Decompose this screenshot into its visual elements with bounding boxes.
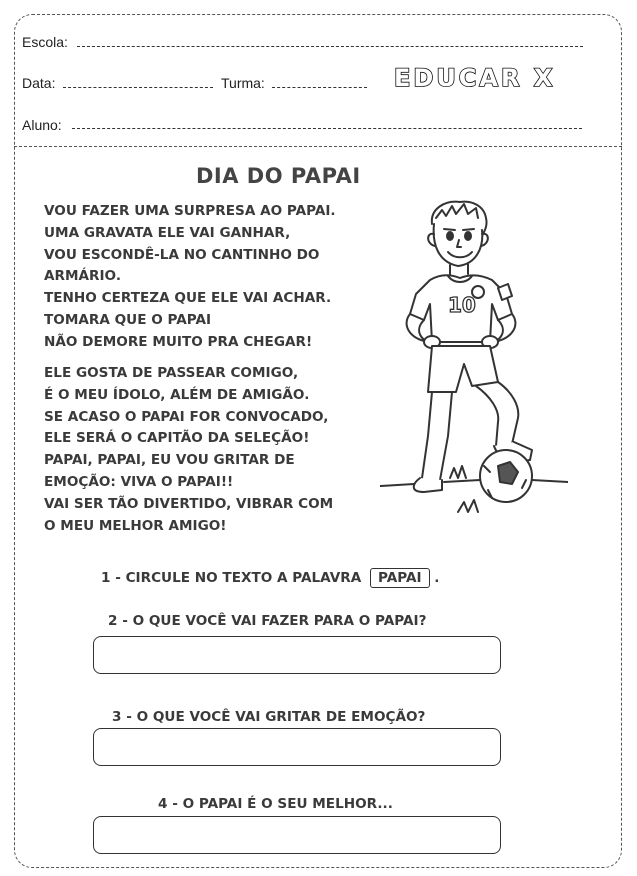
poem-line: TENHO CERTEZA QUE ELE VAI ACHAR. bbox=[44, 290, 332, 307]
poem-line: TOMARA QUE O PAPAI bbox=[44, 311, 212, 328]
poem-line: NÃO DEMORE MUITO PRA CHEGAR! bbox=[44, 333, 313, 350]
poem-line: ELE SERÁ O CAPITÃO DA SELEÇÃO! bbox=[44, 430, 310, 447]
brand-logo: EDUCAR X bbox=[394, 64, 556, 92]
answer-box-4[interactable] bbox=[93, 816, 501, 854]
papai-word-box: PAPAI bbox=[370, 568, 430, 588]
poem-line: PAPAI, PAPAI, EU VOU GRITAR DE bbox=[44, 452, 295, 469]
question-1-end: . bbox=[434, 570, 440, 586]
poem-line: É O MEU ÍDOLO, ALÉM DE AMIGÃO. bbox=[44, 386, 310, 403]
question-3: 3 - O QUE VOCÊ VAI GRITAR DE EMOÇÃO? bbox=[112, 709, 426, 725]
poem-line: ELE GOSTA DE PASSEAR COMIGO, bbox=[44, 365, 299, 381]
soccer-player-icon bbox=[380, 196, 568, 518]
question-4: 4 - O PAPAI É O SEU MELHOR... bbox=[158, 796, 393, 812]
poem-stanza-2 bbox=[44, 363, 404, 537]
answer-box-3[interactable] bbox=[93, 728, 501, 766]
question-1-text: 1 - CIRCULE NO TEXTO A PALAVRA bbox=[101, 570, 362, 586]
school-field[interactable] bbox=[77, 46, 583, 47]
poem-line: EMOÇÃO: VIVA O PAPAI!! bbox=[44, 473, 234, 490]
poem-line: SE ACASO O PAPAI FOR CONVOCADO, bbox=[44, 408, 329, 425]
date-label: Data: bbox=[22, 75, 56, 91]
class-field[interactable] bbox=[272, 87, 367, 88]
student-field[interactable] bbox=[72, 128, 582, 129]
page-title: DIA DO PAPAI bbox=[196, 164, 361, 188]
poem-line: UMA GRAVATA ELE VAI GANHAR, bbox=[44, 224, 291, 241]
answer-box-2[interactable] bbox=[93, 636, 501, 674]
poem-line: VOU ESCONDÊ-LA NO CANTINHO DO bbox=[44, 246, 320, 263]
school-label: Escola: bbox=[22, 34, 68, 50]
poem-stanza-1 bbox=[44, 201, 404, 354]
student-label: Aluno: bbox=[22, 117, 62, 133]
question-2: 2 - O QUE VOCÊ VAI FAZER PARA O PAPAI? bbox=[108, 613, 427, 629]
poem-line: VOU FAZER UMA SURPRESA AO PAPAI. bbox=[44, 203, 336, 219]
header-divider bbox=[14, 146, 622, 147]
question-1 bbox=[101, 568, 439, 588]
jersey-number: 10 bbox=[448, 293, 476, 317]
poem-line: O MEU MELHOR AMIGO! bbox=[44, 517, 227, 534]
class-label: Turma: bbox=[221, 75, 265, 91]
poem-line: ARMÁRIO. bbox=[44, 268, 121, 285]
poem-line: VAI SER TÃO DIVERTIDO, VIBRAR COM bbox=[44, 495, 334, 512]
date-field[interactable] bbox=[63, 87, 213, 88]
